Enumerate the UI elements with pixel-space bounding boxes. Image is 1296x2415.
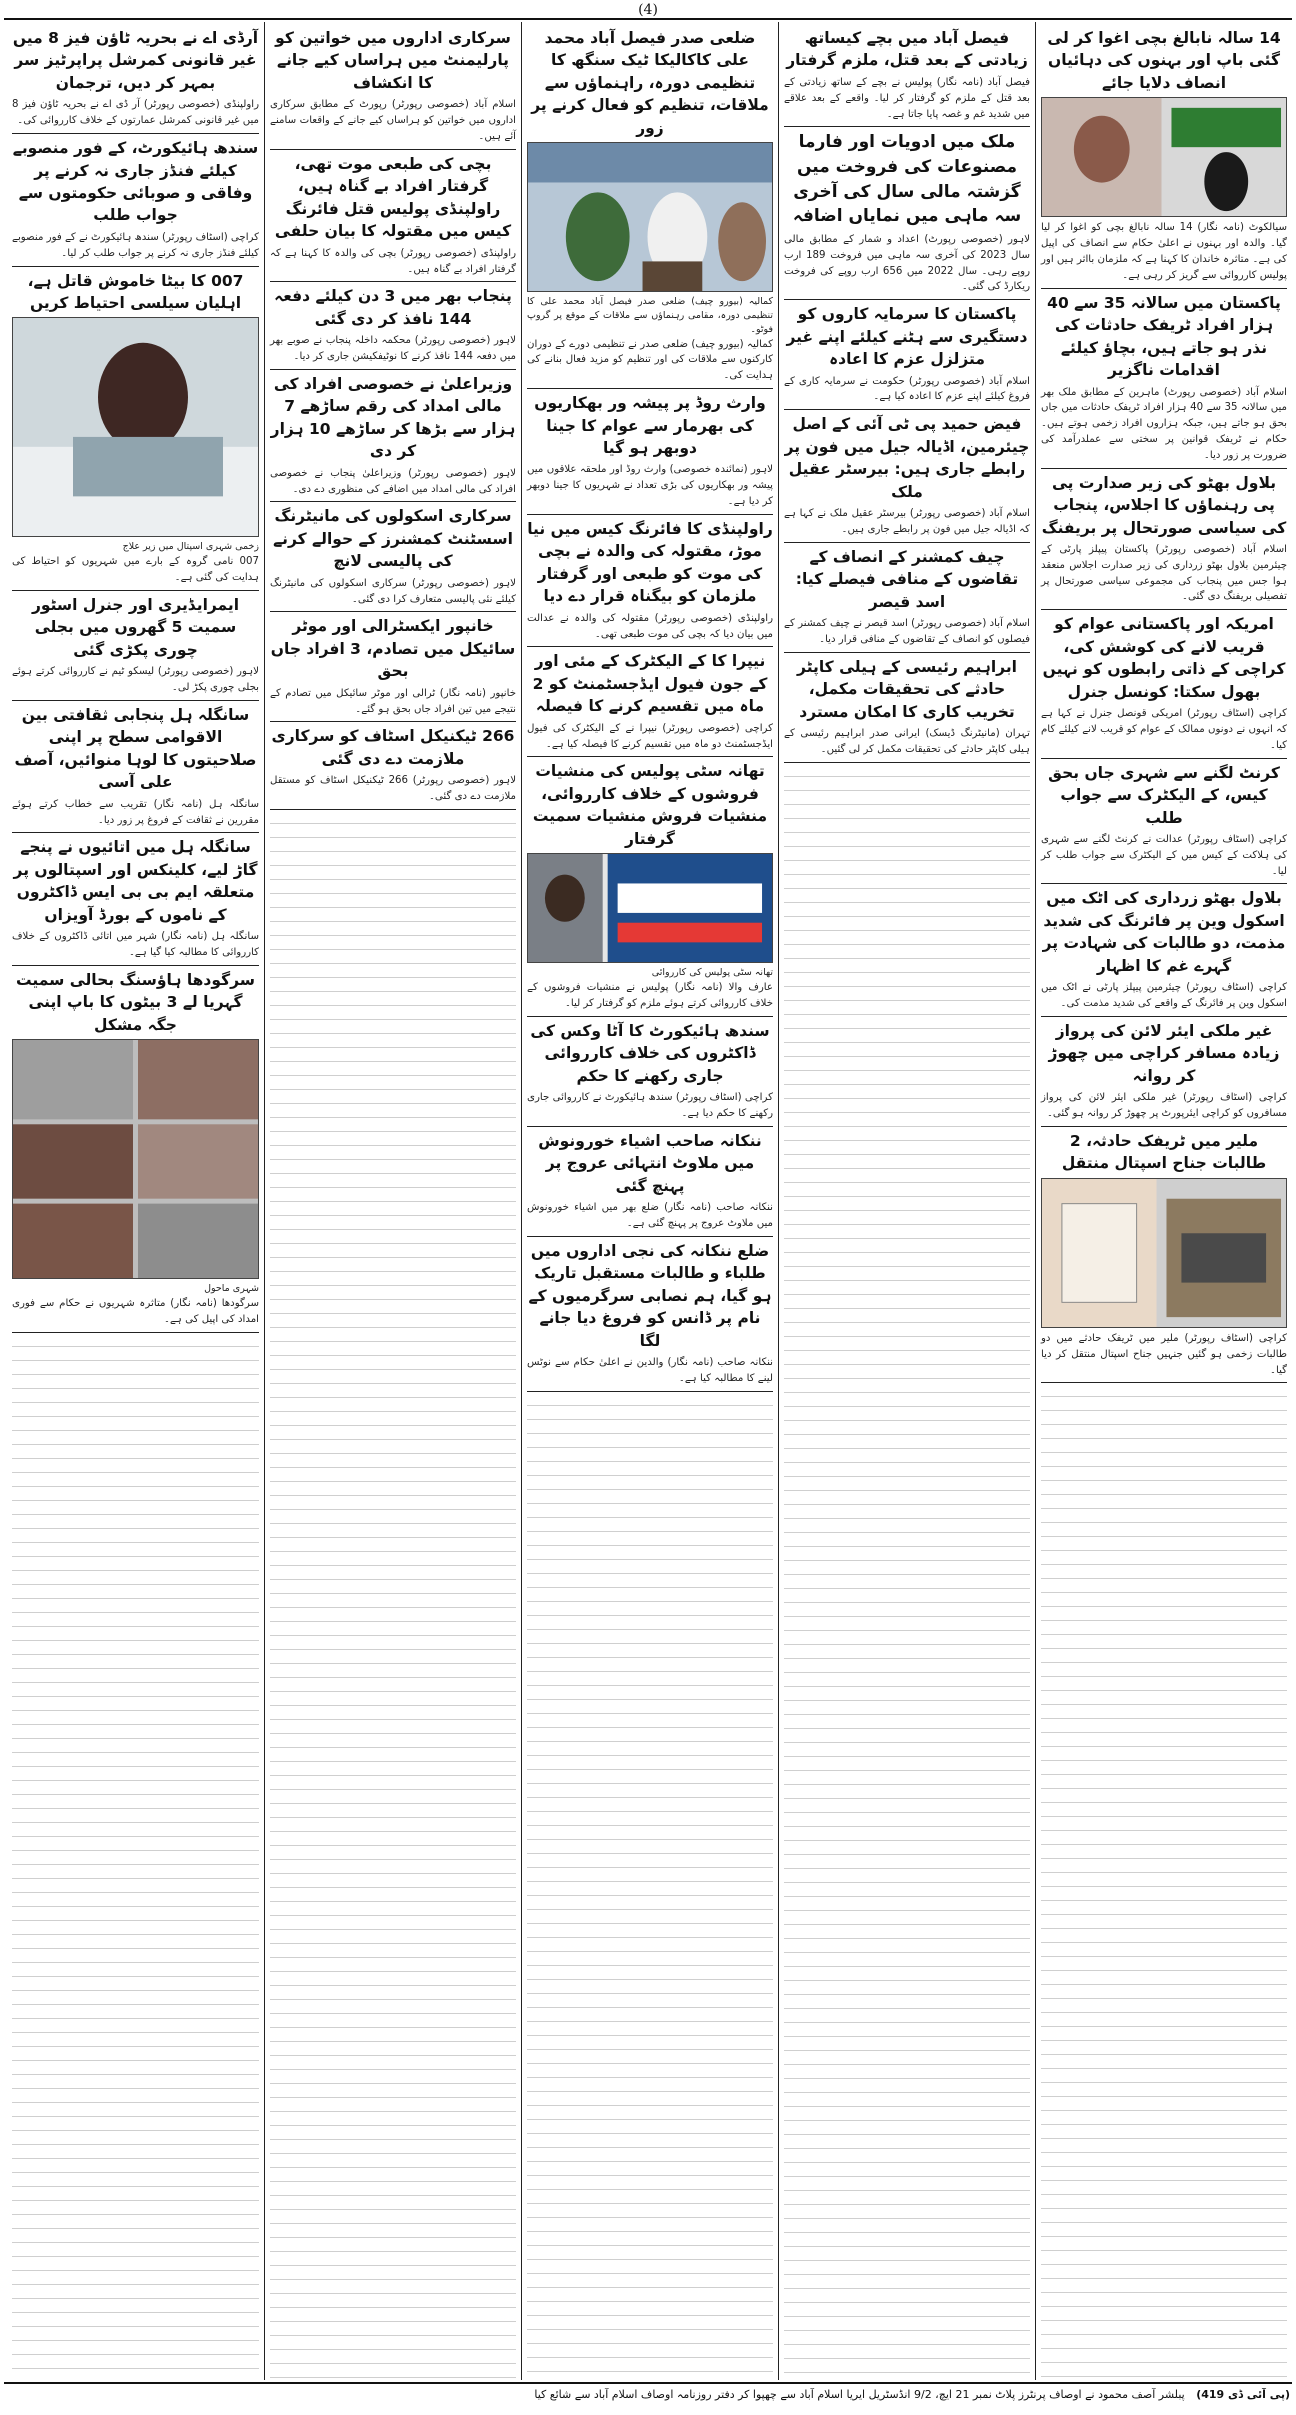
headline: سرکاری اسکولوں کی مانیٹرنگ اسسٹنٹ کمشنرز کے حوالے کرنے کی پالیسی لانچ <box>273 507 513 571</box>
story-body: کراچی (اسٹاف رپورٹر) عدالت نے کرنٹ لگنے سے شہری کی ہلاکت کے کیس میں کے الیکٹرک سے جواب طلب کر لیا۔ <box>1041 833 1287 877</box>
story <box>527 389 773 515</box>
story <box>784 300 1030 410</box>
column-1 <box>1035 22 1292 2380</box>
headline: نیپرا کا کے الیکٹرک کے مئی اور کے جون فیول ایڈجسٹمنٹ کو 2 ماہ میں تقسیم کرنے کا فیصلہ <box>532 652 768 716</box>
headline: امریکہ اور پاکستانی عوام کو قریب لانے کی کوشش کی، کراچی کے ذاتی رابطوں کو نہیں بھول سکتا: کونسل جنرل <box>1042 615 1286 701</box>
text-filler <box>1041 1383 1287 2378</box>
text-filler <box>12 1333 259 2378</box>
photo-image <box>1042 98 1286 216</box>
story <box>784 653 1030 763</box>
story <box>527 647 773 757</box>
story-body: سرگودھا (نامہ نگار) متاثرہ شہریوں نے حکام سے فوری امداد کی اپیل کی ہے۔ <box>12 1298 259 1325</box>
headline: ایمرایڈیری اور جنرل اسٹور سمیت 5 گھروں میں بجلی چوری پکڑی گئی <box>31 595 240 659</box>
story-body: لاہور (خصوصی رپورٹر) 266 ٹیکنیکل اسٹاف کو مستقل ملازمت دے دی گئی۔ <box>270 775 517 803</box>
headline: بلاول بھٹو زرداری کی اٹک میں اسکول وین پر فائرنگ کی شدید مذمت، دو طالبات کی شہادت پر گہرے غم کا اظہار <box>1042 889 1286 975</box>
headline: 266 ٹیکنیکل اسٹاف کو سرکاری ملازمت دے دی گئی <box>271 727 515 768</box>
story-photo <box>1041 97 1287 217</box>
story-body: اسلام آباد (خصوصی رپورٹر) حکومت نے سرمایہ کاری کے فروغ کیلئے اپنے عزم کا اعادہ کیا ہے۔ <box>784 375 1030 403</box>
story <box>527 1127 773 1237</box>
column-3 <box>521 22 778 2380</box>
story <box>784 24 1030 127</box>
story-body: کمالیہ (بیورو چیف) ضلعی صدر نے تنظیمی دورے کے دوران کارکنوں سے ملاقات کی اور تنظیم کو مزید فعال بنانے کی ہدایت کی۔ <box>527 338 773 382</box>
story <box>12 701 259 834</box>
story-body: سانگلہ ہل (نامہ نگار) شہر میں اتائی ڈاکٹروں کے خلاف کارروائی کا مطالبہ کیا گیا ہے۔ <box>12 931 259 959</box>
story-body: 007 نامی گروہ کے بارے میں شہریوں کو احتیاط کی ہدایت کی گئی ہے۔ <box>12 556 259 584</box>
story <box>784 543 1030 653</box>
story-body: کراچی (خصوصی رپورٹر) نیپرا نے کے الیکٹرک کی فیول ایڈجسٹمنٹ دو ماہ میں تقسیم کرنے کا فیصلہ کیا ہے۔ <box>527 722 773 750</box>
story <box>270 24 516 150</box>
headline: تھانہ سٹی پولیس کی منشیات فروشوں کے خلاف کارروائی، منشیات فروش منشیات سمیت گرفتار <box>532 762 768 848</box>
photo-image <box>13 318 258 536</box>
footer <box>6 2388 1290 2410</box>
story-body: کراچی (اسٹاف رپورٹر) سندھ ہائیکورٹ نے کارروائی جاری رکھنے کا حکم دیا ہے۔ <box>527 1092 773 1119</box>
story <box>527 515 773 648</box>
headline: وارث روڈ پر پیشہ ور بھکاریوں کی بھرمار سے عوام کا جینا دوبھر ہو گیا <box>534 394 766 458</box>
headline: خانپور ایکسٹرالی اور موٹر سائیکل میں تصادم، 3 افراد جاں بحق <box>270 617 516 681</box>
story-body: کراچی (اسٹاف رپورٹر) امریکی قونصل جنرل نے کہا ہے کہ انہوں نے دونوں ممالک کے عوام کو قریب لانے کیلئے کام کیا۔ <box>1041 708 1287 751</box>
story <box>270 612 516 722</box>
story-body: راولپنڈی (خصوصی رپورٹر) آر ڈی اے نے بحریہ ٹاؤن فیز 8 میں غیر قانونی کمرشل عمارتوں کے خلاف کارروائی کی۔ <box>12 99 259 127</box>
story-body: عارف والا (نامہ نگار) پولیس نے منشیات فروشوں کے خلاف کارروائی کرتے ہوئے ملزم کو گرفتار کر لیا۔ <box>527 982 773 1009</box>
photo-caption: شہری ماحول <box>204 1283 259 1295</box>
page-number: (4) <box>638 2 658 18</box>
columns-container <box>4 22 1292 2380</box>
headline: 14 سالہ نابالغ بچی اغوا کر لی گئی باپ اور بہنوں کی دہائیاں انصاف دلایا جائے <box>1047 29 1281 92</box>
story <box>270 502 516 612</box>
headline: پاکستان کا سرمایہ کاروں کو دستگیری سے ہٹنے کیلئے اپنے غیر متزلزل عزم کا اعادہ <box>786 305 1028 369</box>
top-rule <box>4 18 1292 20</box>
story-body: کراچی (اسٹاف رپورٹر) ملیر میں ٹریفک حادثے میں دو طالبات زخمی ہو گئیں جنہیں جناح اسپتال منتقل کر دیا گیا۔ <box>1041 1332 1287 1376</box>
headline: وزیراعلیٰ نے خصوصی افراد کی مالی امداد کی رقم ساڑھے 7 ہزار سے بڑھا کر ساڑھے 10 ہزار کر دی <box>270 374 516 461</box>
headline: سندھ ہائیکورٹ، کے فور منصوبے کیلئے فنڈز جاری نہ کرنے پر وفاقی و صوبائی حکومتوں سے جواب طلب <box>12 139 259 225</box>
photo-image <box>13 1040 258 1278</box>
headline: کرنٹ لگنے سے شہری جاں بحق کیس، کے الیکٹرک سے جواب طلب <box>1048 763 1280 827</box>
headline: پاکستان میں سالانہ 35 سے 40 ہزار افراد ٹریفک حادثات کی نذر ہو جاتے ہیں، بچاؤ کیلئے اقدامات ناگزیر <box>1047 293 1281 380</box>
story <box>1041 759 1287 885</box>
story-photo <box>527 853 773 963</box>
headline: ضلع ننکانہ کی نجی اداروں میں طلباء و طالبات مستقبل تاریک ہو گیا، ہم نصابی سرگرمیوں کے نام پر ڈانس کو فروغ دیا جانے لگا <box>528 1241 772 1350</box>
headline: بلاول بھٹو کی زیر صدارت پی پی رہنماؤں کا اجلاس، پنجاب کی سیاسی صورتحال پر بریفنگ <box>1041 473 1287 537</box>
story <box>12 24 259 134</box>
story-body: تہران (مانیٹرنگ ڈیسک) ایرانی صدر ابراہیم رئیسی کے ہیلی کاپٹر حادثے کی تحقیقات مکمل کر لی گئیں۔ <box>784 728 1030 755</box>
headline: 007 کا بیٹا خاموش قاتل ہے، اہلیان سیلسی احتیاط کریں <box>27 271 244 312</box>
story <box>270 722 516 810</box>
story <box>12 267 259 591</box>
story <box>527 757 773 1016</box>
story <box>527 1017 773 1127</box>
story-body: اسلام آباد (خصوصی رپورٹ) ماہرین کے مطابق ملک بھر میں سالانہ 35 سے 40 ہزار افراد ٹریفک حادثات میں جاں بحق ہو جاتے ہیں، جبکہ ہزاروں افراد زخمی ہوتے ہیں۔ حکام نے ٹریفک قوانین پر سختی سے عملدرآمد کی ضرورت پر زور دیا۔ <box>1041 386 1287 461</box>
headline: سندھ ہائیکورٹ کا آٹا وکس کی ڈاکٹروں کی خلاف کارروائی جاری رکھنے کا حکم <box>530 1021 770 1085</box>
story <box>1041 1127 1287 1383</box>
story-body: لاہور (خصوصی رپورٹ) اعداد و شمار کے مطابق مالی سال 2023 کی آخری سہ ماہی میں فروخت 189 ارب روپے رہی۔ سال 2022 میں 656 ارب روپے کی فروخت ریکارڈ کی گئی۔ <box>784 233 1030 293</box>
ad-code: (پی آئی ڈی 419) <box>1196 2388 1290 2401</box>
story-body: اسلام آباد (خصوصی رپورٹر) بیرسٹر عقیل ملک نے کہا ہے کہ اڈیالہ جیل میں فون پر رابطے جاری ہیں۔ <box>784 508 1030 535</box>
photo-caption: کمالیہ (بیورو چیف) ضلعی صدر فیصل آباد محمد علی کا تنظیمی دورہ، مقامی رہنماؤں سے ملاقات کے موقع پر گروپ فوٹو۔ <box>527 296 773 335</box>
story-body: لاہور (نمائندہ خصوصی) وارث روڈ اور ملحقہ علاقوں میں پیشہ ور بھکاریوں کی بڑی تعداد نے شہریوں کا جینا دوبھر کر دیا ہے۔ <box>527 464 773 508</box>
story-body: اسلام آباد (خصوصی رپورٹر) اسد قیصر نے چیف کمشنر کے فیصلوں کو انصاف کے تقاضوں کے منافی قرار دیا۔ <box>784 618 1030 645</box>
text-filler <box>270 810 516 2378</box>
story <box>1041 469 1287 611</box>
story-body: فیصل آباد (نامہ نگار) پولیس نے بچے کے ساتھ زیادتی کے بعد قتل کے ملزم کو گرفتار کر لیا۔ واقعے کے بعد علاقے میں شدید غم و غصہ پایا جاتا ہے۔ <box>784 76 1030 120</box>
photo-caption: زخمی شہری اسپتال میں زیر علاج <box>122 541 259 553</box>
story-body: راولپنڈی (خصوصی رپورٹر) بچی کی والدہ کا کہنا ہے کہ گرفتار افراد بے گناہ ہیں۔ <box>270 247 516 275</box>
headline: راولپنڈی کا فائرنگ کیس میں نیا موڑ، مقتولہ کی والدہ نے بچی کی موت کو طبعی اور گرفتار ملزمان کو بیگناہ قرار دے دیا <box>527 519 773 606</box>
story <box>1041 24 1287 289</box>
headline: سرگودھا ہاؤسنگ بحالی سمیت گہریا لے 3 بیٹوں کا باپ اپنی جگہ مشکل <box>16 970 255 1034</box>
story-body: لاہور (خصوصی رپورٹر) وزیراعلیٰ پنجاب نے خصوصی افراد کی مالی امداد میں اضافے کی منظوری دے دی۔ <box>270 467 516 495</box>
story-body: کراچی (اسٹاف رپورٹر) چیئرمین پیپلز پارٹی نے اٹک میں اسکول وین پر فائرنگ کے واقعے کی شدید مذمت کی۔ <box>1041 982 1287 1010</box>
story-body: ننکانہ صاحب (نامہ نگار) والدین نے اعلیٰ حکام سے نوٹس لینے کا مطالبہ کیا ہے۔ <box>527 1357 773 1384</box>
column-5 <box>7 22 264 2380</box>
story <box>12 833 259 966</box>
story <box>1041 884 1287 1017</box>
story <box>12 134 259 267</box>
story <box>270 150 516 283</box>
text-filler <box>784 763 1030 2378</box>
story-body: راولپنڈی (خصوصی رپورٹر) مقتولہ کی والدہ نے عدالت میں بیان دیا کہ بچی کی موت طبعی تھی۔ <box>527 612 773 640</box>
column-4 <box>264 22 521 2380</box>
story-photo <box>12 317 259 537</box>
story-body: سیالکوٹ (نامہ نگار) 14 سالہ نابالغ بچی کو اغوا کر لیا گیا۔ والدہ اور بہنوں نے اعلیٰ حکام سے انصاف کی اپیل کی ہے۔ متاثرہ خاندان کا کہنا ہے کہ ملزمان بااثر ہیں اور پولیس کارروائی سے گریز کر رہی ہے۔ <box>1041 222 1287 281</box>
headline: سرکاری اداروں میں خواتین کو پارلیمنٹ میں ہراساں کیے جانے کا انکشاف <box>275 29 511 92</box>
headline: سانگلہ ہل پنجابی ثقافتی بین الاقوامی سطح پر اپنی صلاحیتوں کا لوہا منوائیں، آصف علی آسی <box>14 705 257 792</box>
story-photo <box>1041 1178 1287 1328</box>
story-body: لاہور (خصوصی رپورٹر) محکمہ داخلہ پنجاب نے صوبے بھر میں دفعہ 144 نافذ کرنے کا نوٹیفکیشن جاری کر دیا۔ <box>270 335 516 363</box>
story-body: خانپور (نامہ نگار) ٹرالی اور موٹر سائیکل میں تصادم کے نتیجے میں تین افراد جاں بحق ہو گئے۔ <box>270 687 516 715</box>
headline: پنجاب بھر میں 3 دن کیلئے دفعہ 144 نافذ کر دی گئی <box>274 287 512 328</box>
story-body: اسلام آباد (خصوصی رپورٹر) پاکستان پیپلز پارٹی کے چیئرمین بلاول بھٹو زرداری کی زیر صدارت اجلاس منعقد ہوا جس میں پنجاب کی مجموعی سیاسی صورتحال پر تفصیلی بریفنگ دی گئی۔ <box>1041 544 1287 603</box>
headline: بچی کی طبعی موت تھی، گرفتار افراد بے گناہ ہیں، راولپنڈی پولیس قتل فائرنگ کیس میں مقتولہ کا بیان حلفی <box>274 154 512 241</box>
headline: ضلعی صدر فیصل آباد محمد علی کاکالیکا ٹیک سنگھ کا تنظیمی دورہ، راہنماؤں سے ملاقات، تنظیم کو فعال کرنے پر زور <box>531 29 769 137</box>
story <box>784 410 1030 543</box>
story <box>12 591 259 701</box>
story-body: سانگلہ ہل (نامہ نگار) تقریب سے خطاب کرتے ہوئے مقررین نے ثقافت کے فروغ پر زور دیا۔ <box>12 798 259 826</box>
headline: فیض حمید پی ٹی آئی کے اصل چیئرمین، اڈیالہ جیل میں فون پر رابطے جاری ہیں: بیرسٹر عقیل ملک <box>784 415 1030 501</box>
column-2 <box>778 22 1035 2380</box>
headline: فیصل آباد میں بچے کیساتھ زیادتی کے بعد قتل، ملزم گرفتار <box>786 29 1028 70</box>
story-body: اسلام آباد (خصوصی رپورٹر) رپورٹ کے مطابق سرکاری اداروں میں خواتین کو ہراساں کیے جانے کے واقعات سامنے آئے ہیں۔ <box>270 99 516 143</box>
story-photo <box>12 1039 259 1279</box>
footer-rule <box>4 2382 1292 2384</box>
headline: سانگلہ ہل میں اتائیوں نے پنجے گاڑ لیے، کلینکس اور اسپتالوں پر متعلقہ ایم بی بی ایس ڈاکٹروں کے ناموں کے بورڈ آویزاں <box>13 838 258 924</box>
story <box>270 370 516 503</box>
photo-caption: تھانہ سٹی پولیس کی کارروائی <box>651 967 773 979</box>
story-photo <box>527 142 773 292</box>
text-filler <box>527 1392 773 2378</box>
headline: ابراہیم رئیسی کے ہیلی کاپٹر حادثے کی تحقیقات مکمل، تخریب کاری کا امکان مسترد <box>797 657 1017 721</box>
story <box>1041 1017 1287 1127</box>
story <box>270 282 516 370</box>
headline: ملیر میں ٹریفک حادثہ، 2 طالبات جناح اسپتال منتقل <box>1061 1131 1267 1173</box>
headline: ننکانہ صاحب اشیاء خورونوش میں ملاوٹ انتہائی عروج پر پہنچ گئی <box>538 1131 762 1195</box>
imprint-text: پبلشر آصف محمود نے اوصاف پرنٹرز پلاٹ نمبر 21 ایچ، 9/2 انڈسٹریل ایریا اسلام آباد سے چھپوا کر دفتر روزنامہ اوصاف اسلام آباد سے شائع کیا <box>534 2388 1185 2401</box>
story <box>784 127 1030 300</box>
story-body: لاہور (خصوصی رپورٹر) لیسکو ٹیم نے کارروائی کرتے ہوئے بجلی چوری پکڑ لی۔ <box>12 666 259 694</box>
photo-image <box>528 854 772 962</box>
story <box>1041 610 1287 758</box>
photo-image <box>528 143 772 291</box>
headline: چیف کمشنر کے انصاف کے تقاضوں کے منافی فیصلے کیا: اسد قیصر <box>795 547 1019 611</box>
story <box>1041 289 1287 469</box>
story-body: کراچی (اسٹاف رپورٹر) غیر ملکی ایئر لائن کی پرواز مسافروں کو کراچی ایئرپورٹ پر چھوڑ کر روانہ ہو گئی۔ <box>1041 1092 1287 1120</box>
headline: ملک میں ادویات اور فارما مصنوعات کی فروخت میں گزشتہ مالی سال کی آخری سہ ماہی میں نمایاں اضافہ <box>792 132 1022 227</box>
headline: آرڈی اے نے بحریہ ٹاؤن فیز 8 میں غیر قانونی کمرشل پراپرٹیز سر بمہر کر دیں، ترجمان <box>12 29 259 92</box>
story-body: ننکانہ صاحب (نامہ نگار) ضلع بھر میں اشیاء خورونوش میں ملاوٹ عروج پر پہنچ گئی ہے۔ <box>527 1202 773 1229</box>
story <box>527 1237 773 1392</box>
headline: غیر ملکی ایئر لائن کی پرواز زیادہ مسافر کراچی میں چھوڑ کر روانہ <box>1048 1021 1280 1085</box>
story <box>527 24 773 389</box>
photo-image <box>1042 1179 1286 1327</box>
story <box>12 966 259 1333</box>
story-body: لاہور (خصوصی رپورٹر) سرکاری اسکولوں کی مانیٹرنگ کیلئے نئی پالیسی متعارف کرا دی گئی۔ <box>270 577 516 605</box>
story-body: کراچی (اسٹاف رپورٹر) سندھ ہائیکورٹ نے کے فور منصوبے کیلئے فنڈز جاری نہ کرنے پر جواب طلب کر لیا۔ <box>11 231 259 259</box>
